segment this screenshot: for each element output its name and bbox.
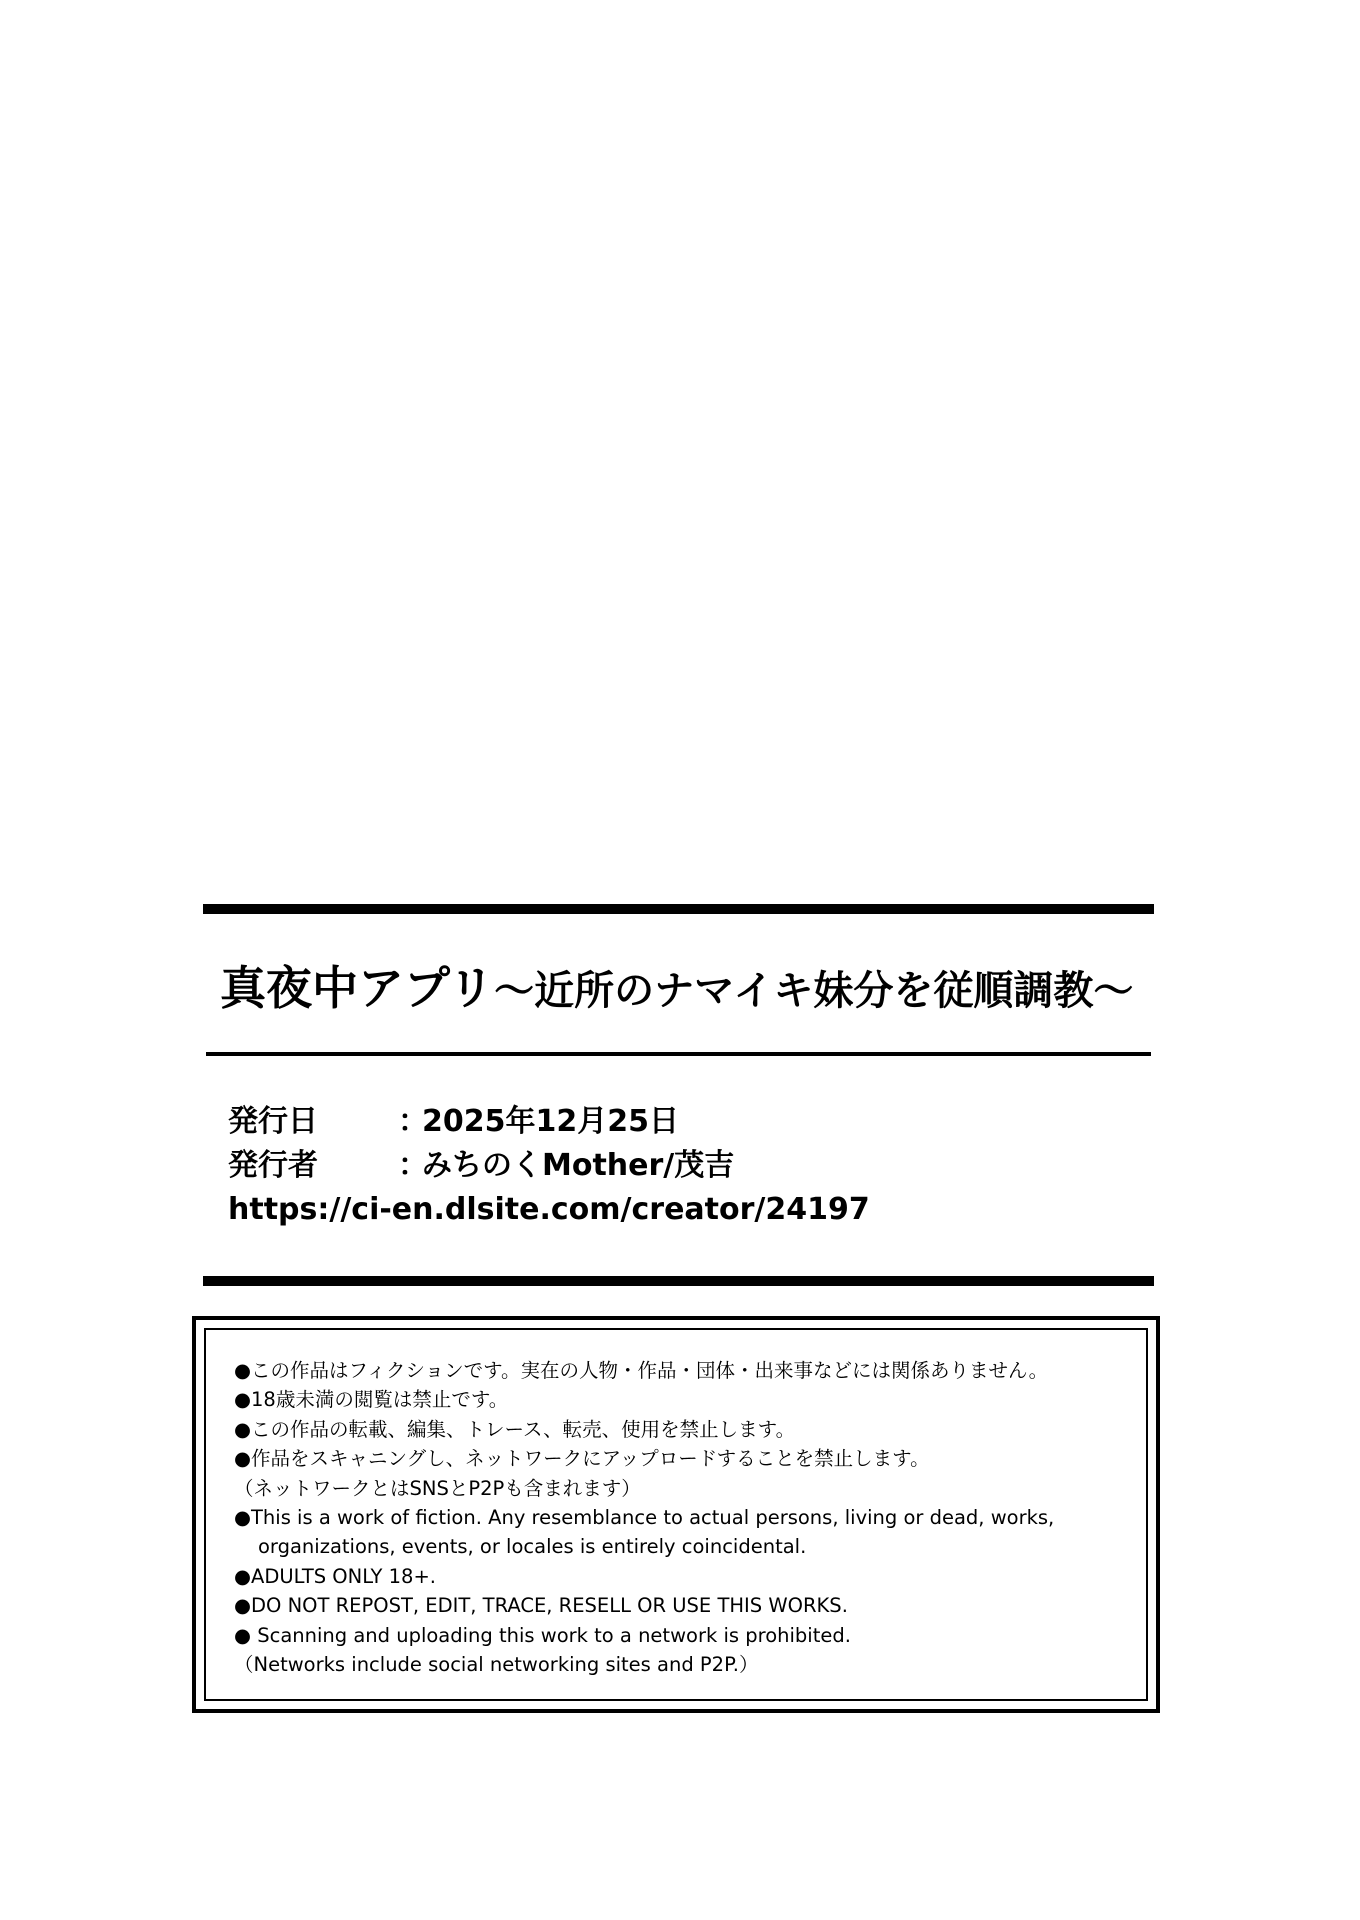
notice-fiction-jp: ●この作品はフィクションです。実在の人物・作品・団体・出来事などには関係ありません。 — [234, 1359, 1049, 1382]
book-title-main: 真夜中アプリ — [220, 961, 495, 1015]
top-thick-rule — [203, 904, 1154, 914]
notice-fiction-en: ●This is a work of fiction. Any resemblance to actual persons, living or dead, works, — [234, 1506, 1055, 1530]
notice-repost-en: ●DO NOT REPOST, EDIT, TRACE, RESELL OR USE THIS WORKS. — [234, 1594, 848, 1618]
notice-age-jp: ●18歳未満の閲覧は禁止です。 — [234, 1388, 509, 1412]
publish-date-colon: ： — [398, 1104, 428, 1139]
notice-network-en: （Networks include social networking sites and P2P.） — [234, 1653, 759, 1677]
bottom-thick-rule — [203, 1276, 1154, 1286]
notice-age-en: ●ADULTS ONLY 18+. — [234, 1564, 436, 1588]
notice-upload-en: ● Scanning and uploading this work to a network is prohibited. — [234, 1623, 851, 1647]
publisher-label: 発行者 — [228, 1148, 318, 1183]
colophon — [228, 1100, 870, 1232]
publisher-colon: ： — [398, 1148, 428, 1183]
notice-repost-jp: ●この作品の転載、編集、トレース、転売、使用を禁止します。 — [234, 1417, 796, 1441]
publish-date-label: 発行日 — [228, 1104, 318, 1139]
title-underline-rule — [206, 1052, 1151, 1056]
publish-date-row — [228, 1100, 870, 1144]
publisher-value: みちのくMother/茂吉 — [422, 1148, 735, 1183]
url-row — [228, 1188, 870, 1232]
notice-box — [192, 1316, 1160, 1713]
publish-date-value: 2025年12月25日 — [422, 1104, 679, 1139]
publisher-row — [228, 1144, 870, 1188]
book-subtitle: 〜近所のナマイキ妹分を従順調教〜 — [494, 967, 1134, 1014]
notice-network-jp: （ネットワークとはSNSとP2Pも含まれます） — [234, 1476, 641, 1500]
notice-upload-jp: ●作品をスキャニングし、ネットワークにアップロードすることを禁止します。 — [234, 1447, 930, 1471]
book-title — [220, 958, 1180, 1021]
creator-url: https://ci-en.dlsite.com/creator/24197 — [228, 1192, 870, 1227]
notice-fiction-en-cont: organizations, events, or locales is entirely coincidental. — [258, 1535, 807, 1559]
notice-box-inner — [204, 1328, 1148, 1701]
